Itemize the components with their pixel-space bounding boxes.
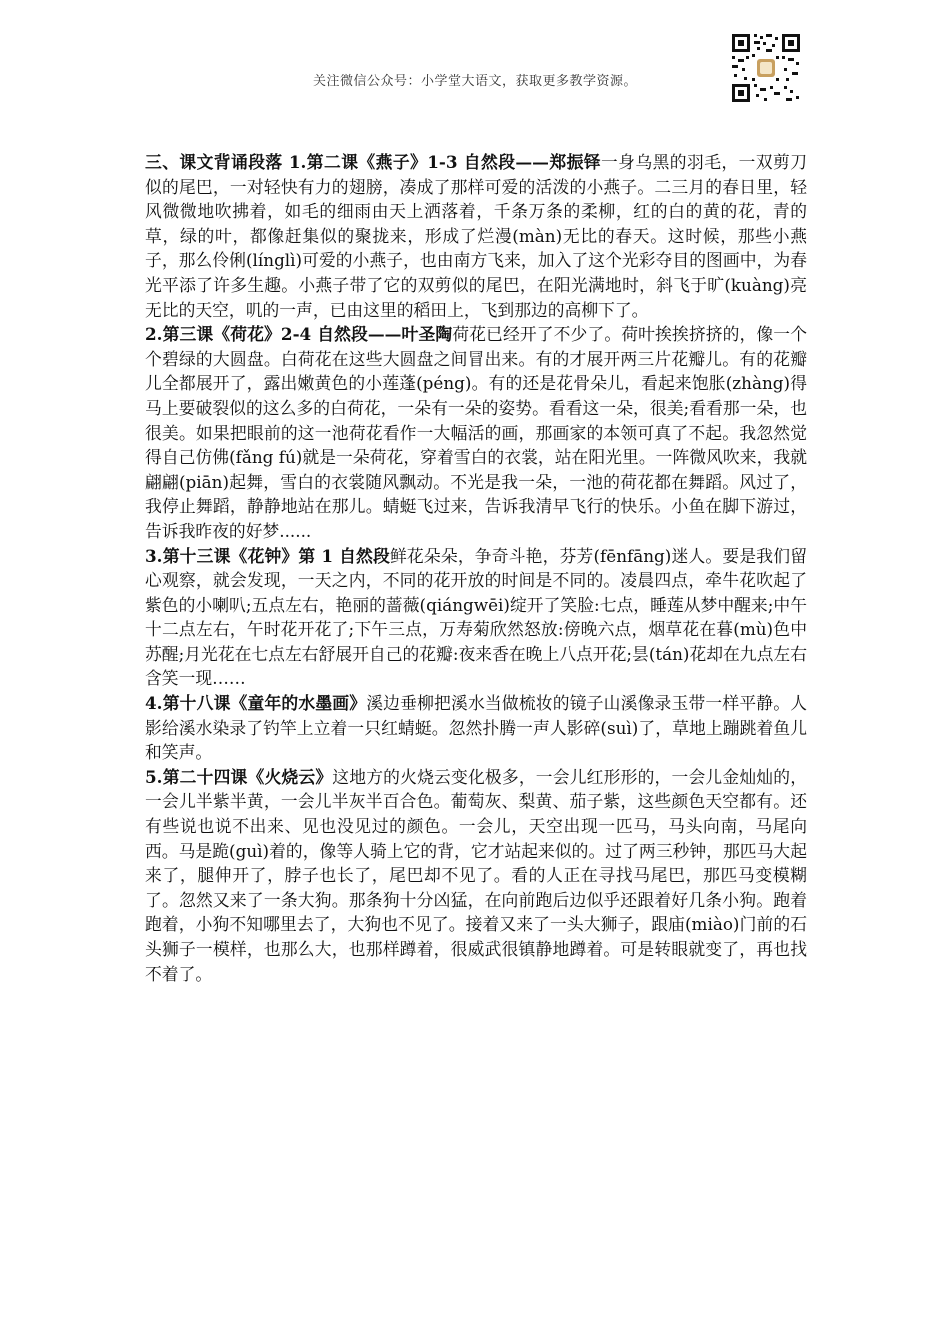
section-huoshaoyun — [145, 765, 807, 986]
section-heading: 三、课文背诵段落 1.第二课《燕子》1-3 自然段——郑振铎 — [145, 152, 601, 172]
qr-code-icon — [730, 32, 802, 104]
section-shuimohua — [145, 691, 807, 765]
section-heading: 2.第三课《荷花》2-4 自然段——叶圣陶 — [145, 324, 453, 345]
section-body: 溪边垂柳把溪水当做梳妆的镜子山溪像录玉带一样平静。人影给溪水染录了钓竿上立着一只红蜻蜓。忽然扑腾一声人影碎(suì)了，草地上蹦跳着鱼儿和笑声。 — [145, 693, 807, 763]
recitation-content — [145, 150, 807, 986]
section-heading: 5.第二十四课《火烧云》 — [145, 766, 333, 787]
section-hehua — [145, 322, 807, 543]
header-text: 关注微信公众号：小学堂大语文，获取更多教学资源。 — [312, 74, 637, 89]
section-yanzi — [145, 150, 807, 322]
section-heading: 3.第十三课《花钟》第 1 自然段 — [145, 545, 390, 566]
section-body: 这地方的火烧云变化极多，一会儿红形形的，一会儿金灿灿的，一会儿半紫半黄，一会儿半灰半百合色。葡萄灰、梨黄、茄子紫，这些颜色天空都有。还有些说也说不出来、见也没见过的颜色。一会儿，天空出现一匹马，马头向南，马尾向西。马是跪(guì)着的，像等人骑上它的背，它才站起来似的。过了两三秒钟，那匹马大起来了，腿伸开了，脖子也长了，尾巴却不见了。看的人正在寻找马尾巴，那匹马变模糊了。忽然又来了一条大狗。那条狗十分凶猛，在向前跑后边似乎还跟着好几条小狗。跑着跑着，小狗不知哪里去了，大狗也不见了。接着又来了一头大狮子，跟庙(miào)门前的石头狮子一模样，也那么大，也那样蹲着，很威武很镇静地蹲着。可是转眼就变了，再也找不着了。 — [145, 766, 807, 984]
section-body: 鲜花朵朵，争奇斗艳，芬芳(fēnfāng)迷人。要是我们留心观察，就会发现，一天之内，不同的花开放的时间是不同的。凌晨四点，牵牛花吹起了紫色的小喇叭;五点左右，艳丽的蔷薇(qiángwēi)绽开了笑脸:七点，睡莲从梦中醒来;中午十二点左右，午时花开花了;下午三点，万寿菊欣然怒放:傍晚六点，烟草花在暮(mù)色中苏醒;月光花在七点左右舒展开自己的花瓣:夜来香在晚上八点开花;昙(tán)花却在九点左右含笑一现…… — [145, 545, 808, 689]
section-body: 荷花已经开了不少了。荷叶挨挨挤挤的，像一个个碧绿的大圆盘。白荷花在这些大圆盘之间冒出来。有的才展开两三片花瓣儿。有的花瓣儿全都展开了，露出嫩黄色的小莲蓬(péng)。有的还是花骨朵儿，看起来饱胀(zhàng)得马上要破裂似的这么多的白荷花，一朵有一朵的姿势。看看这一朵，很美;看看那一朵，也很美。如果把眼前的这一池荷花看作一大幅活的画，那画家的本领可真了不起。我忽然觉得自己仿佛(fǎng fú)就是一朵荷花，穿着雪白的衣裳，站在阳光里。一阵微风吹来，我就翩翩(piān)起舞，雪白的衣裳随风飘动。不光是我一朵，一池的荷花都在舞蹈。风过了，我停止舞蹈，静静地站在那儿。蜻蜓飞过来，告诉我清早飞行的快乐。小鱼在脚下游过，告诉我昨夜的好梦...... — [145, 324, 807, 541]
section-body: 一身乌黑的羽毛，一双剪刀似的尾巴，一对轻快有力的翅膀，凑成了那样可爱的活泼的小燕子。二三月的春日里，轻风微微地吹拂着，如毛的细雨由天上洒落着，千条万条的柔柳，红的白的黄的花，青的草，绿的叶，都像赶集似的聚拢来，形成了烂漫(màn)无比的春天。这时候，那些小燕子，那么伶俐(línglì)可爱的小燕子，也由南方飞来，加入了这个光彩夺目的图画中，为春光平添了许多生趣。小燕子带了它的双剪似的尾巴，在阳光满地时，斜飞于旷(kuàng)亮无比的天空，叽的一声，已由这里的稻田上，飞到那边的高柳下了。 — [145, 152, 807, 320]
section-heading: 4.第十八课《童年的水墨画》 — [145, 693, 367, 714]
section-huazhong — [145, 544, 807, 692]
